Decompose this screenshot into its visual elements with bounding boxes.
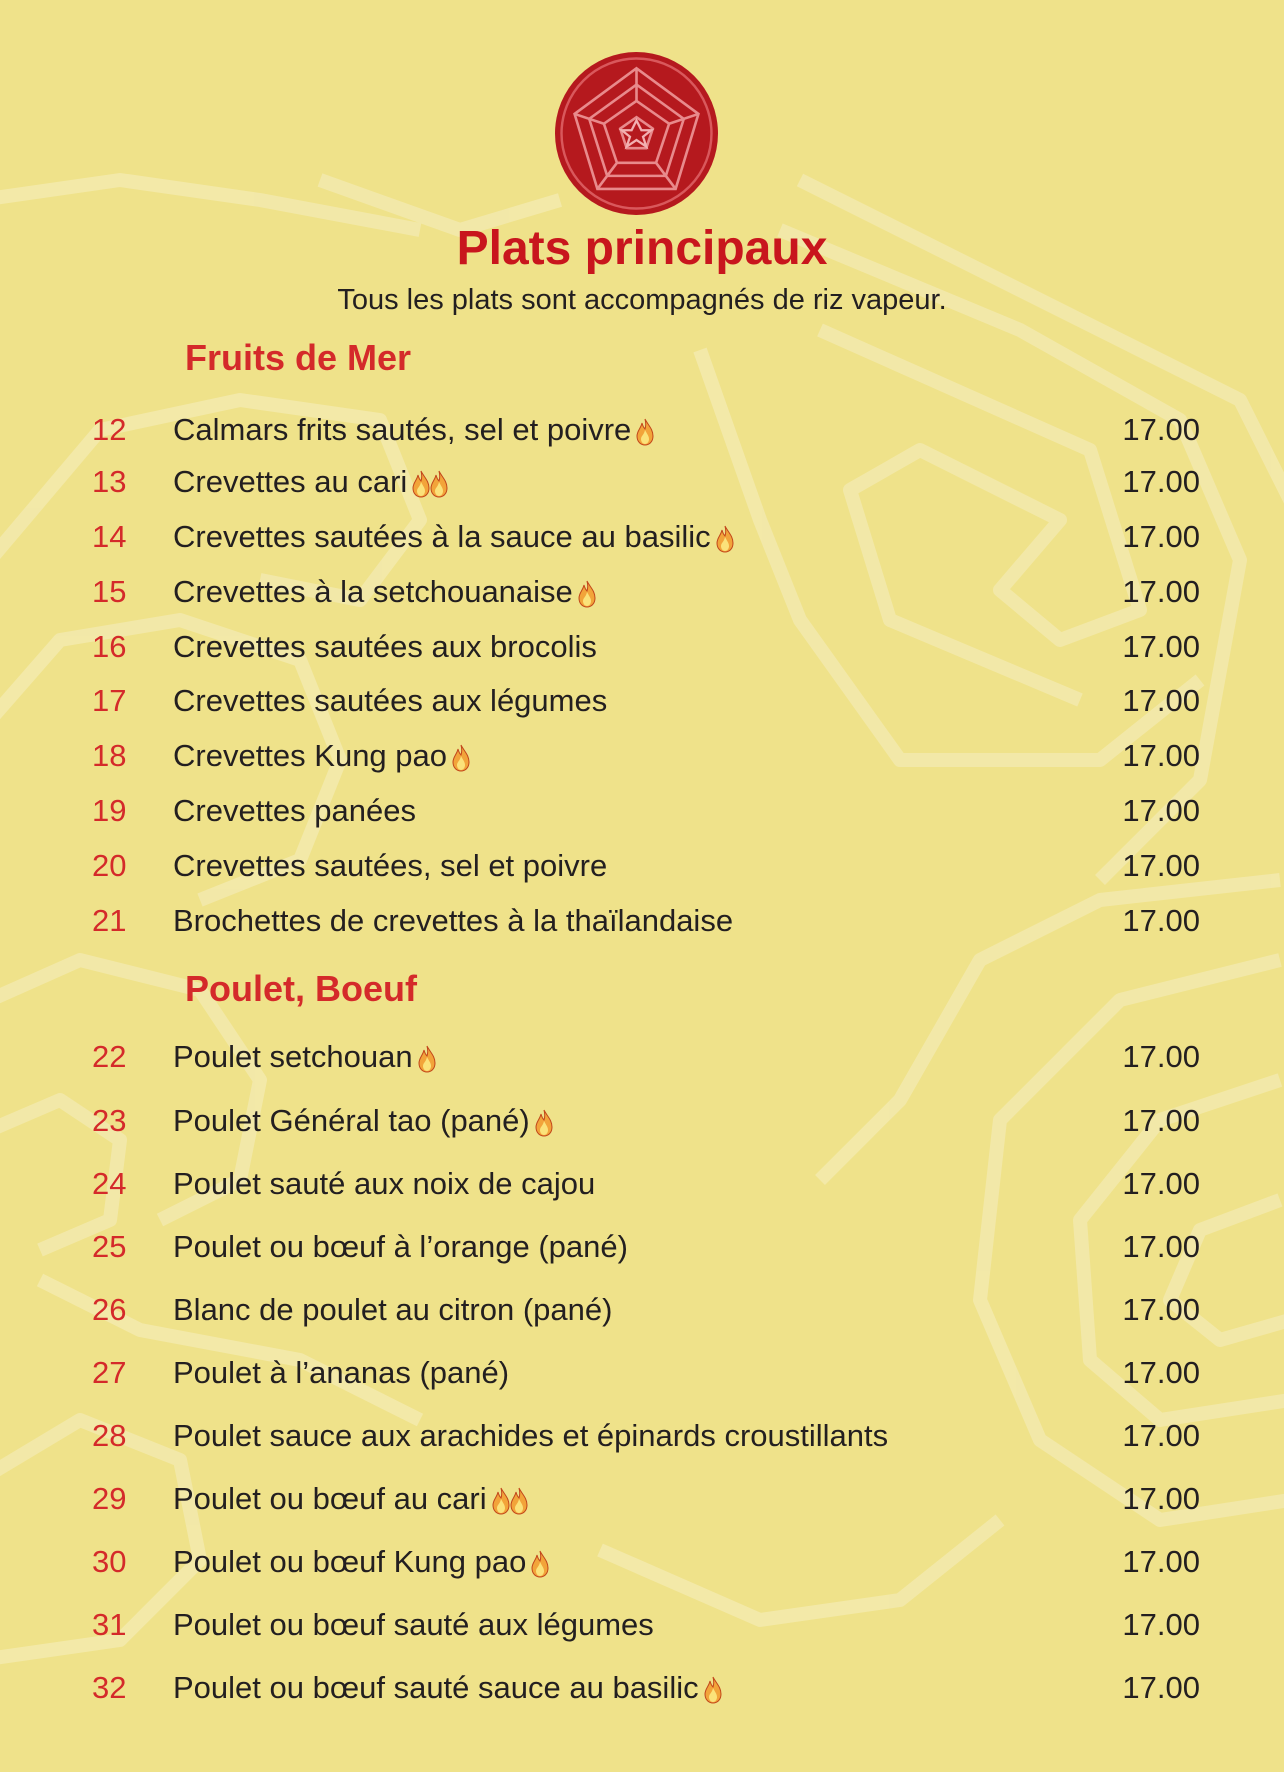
menu-item xyxy=(0,791,1284,831)
menu-item-name: Calmars frits sautés, sel et poivre xyxy=(173,412,632,447)
menu-item-name: Blanc de poulet au citron (pané) xyxy=(173,1292,613,1327)
menu-item-name-wrap xyxy=(173,1037,437,1077)
menu-item-number: 17 xyxy=(92,683,127,718)
menu-item-name: Poulet sauté aux noix de cajou xyxy=(173,1166,596,1201)
menu-item-number: 21 xyxy=(92,903,127,938)
menu-item-name: Crevettes Kung pao xyxy=(173,738,448,773)
menu-item-name: Poulet sauce aux arachides et épinards croustillants xyxy=(173,1418,889,1453)
menu-item xyxy=(0,1416,1284,1456)
menu-item-name-wrap xyxy=(173,1227,628,1267)
flame-icon xyxy=(577,578,597,606)
menu-item xyxy=(0,627,1284,667)
menu-item xyxy=(0,901,1284,941)
menu-item-price: 17.00 xyxy=(1122,848,1200,883)
menu-item-price: 17.00 xyxy=(1122,1103,1200,1138)
menu-item-number: 32 xyxy=(92,1670,127,1705)
page-subtitle: Tous les plats sont accompagnés de riz vapeur. xyxy=(337,284,947,316)
menu-item-number: 27 xyxy=(92,1355,127,1390)
menu-item-price: 17.00 xyxy=(1122,1229,1200,1264)
menu-item xyxy=(0,681,1284,721)
menu-item-price: 17.00 xyxy=(1122,519,1200,554)
menu-item-name: Crevettes au cari xyxy=(173,464,408,499)
menu-item-name: Crevettes sautées à la sauce au basilic xyxy=(173,519,711,554)
menu-item-name-wrap xyxy=(173,1668,723,1708)
menu-item-name: Crevettes sautées aux brocolis xyxy=(173,629,597,664)
menu-item-number: 20 xyxy=(92,848,127,883)
menu-item xyxy=(0,1668,1284,1708)
flame-icon xyxy=(534,1107,554,1135)
menu-item-number: 31 xyxy=(92,1607,127,1642)
menu-item-name: Poulet ou bœuf Kung pao xyxy=(173,1544,527,1579)
menu-item-name-wrap xyxy=(173,462,449,502)
menu-item-name-wrap xyxy=(173,846,607,886)
menu-item-number: 23 xyxy=(92,1103,127,1138)
menu-item xyxy=(0,1227,1284,1267)
menu-item-price: 17.00 xyxy=(1122,1607,1200,1642)
menu-item-name-wrap xyxy=(173,627,597,667)
menu-item-name: Crevettes à la setchouanaise xyxy=(173,574,573,609)
menu-item-price: 17.00 xyxy=(1122,1355,1200,1390)
menu-item-name-wrap xyxy=(173,681,607,721)
menu-item-number: 15 xyxy=(92,574,127,609)
menu-item-number: 29 xyxy=(92,1481,127,1516)
menu-item-name-wrap xyxy=(173,1479,529,1519)
menu-item xyxy=(0,1101,1284,1141)
menu-item-price: 17.00 xyxy=(1122,738,1200,773)
menu-item-name-wrap xyxy=(173,1353,509,1393)
menu-item xyxy=(0,517,1284,557)
menu-item-number: 13 xyxy=(92,464,127,499)
menu-item-name-wrap xyxy=(173,1101,554,1141)
section-title: Fruits de Mer xyxy=(185,337,412,378)
flame-icon xyxy=(715,523,735,551)
flame-icon xyxy=(635,416,655,444)
menu-item-price: 17.00 xyxy=(1122,683,1200,718)
restaurant-logo xyxy=(555,52,718,215)
menu-item-price: 17.00 xyxy=(1122,1292,1200,1327)
flame-icon xyxy=(451,742,471,770)
menu-item-price: 17.00 xyxy=(1122,412,1200,447)
menu-item-name: Poulet ou bœuf sauté sauce au basilic xyxy=(173,1670,699,1705)
menu-item-name: Poulet ou bœuf sauté aux légumes xyxy=(173,1607,654,1642)
menu-item-number: 26 xyxy=(92,1292,127,1327)
flame-icon xyxy=(417,1043,437,1071)
menu-item-price: 17.00 xyxy=(1122,574,1200,609)
flame-icon xyxy=(491,1485,511,1513)
section-title: Poulet, Boeuf xyxy=(185,968,417,1009)
menu-item xyxy=(0,410,1284,450)
menu-item xyxy=(0,1542,1284,1582)
menu-item xyxy=(0,1479,1284,1519)
menu-item-number: 16 xyxy=(92,629,127,664)
menu-item-number: 25 xyxy=(92,1229,127,1264)
menu-item-number: 18 xyxy=(92,738,127,773)
flame-icon xyxy=(411,468,431,496)
menu-item-price: 17.00 xyxy=(1122,903,1200,938)
menu-item-name-wrap xyxy=(173,901,733,941)
menu-item xyxy=(0,846,1284,886)
menu-item-price: 17.00 xyxy=(1122,629,1200,664)
menu-item-name-wrap xyxy=(173,1416,888,1456)
flame-icon xyxy=(509,1485,529,1513)
menu-item xyxy=(0,462,1284,502)
menu-item xyxy=(0,572,1284,612)
menu-item-name: Poulet ou bœuf à l’orange (pané) xyxy=(173,1229,628,1264)
menu-item xyxy=(0,1164,1284,1204)
menu-item-price: 17.00 xyxy=(1122,1166,1200,1201)
menu-item xyxy=(0,1605,1284,1645)
menu-item-price: 17.00 xyxy=(1122,793,1200,828)
menu-item-name-wrap xyxy=(173,410,655,450)
menu-item-price: 17.00 xyxy=(1122,1039,1200,1074)
menu-item-name-wrap xyxy=(173,1542,550,1582)
menu-item xyxy=(0,736,1284,776)
menu-item-name: Crevettes sautées aux légumes xyxy=(173,683,608,718)
menu-item-price: 17.00 xyxy=(1122,1544,1200,1579)
menu-item-name-wrap xyxy=(173,572,597,612)
menu-item-name: Brochettes de crevettes à la thaïlandaise xyxy=(173,903,734,938)
menu-item-price: 17.00 xyxy=(1122,1670,1200,1705)
menu-item-number: 14 xyxy=(92,519,127,554)
menu-item xyxy=(0,1353,1284,1393)
menu-item-number: 24 xyxy=(92,1166,127,1201)
menu-item xyxy=(0,1037,1284,1077)
menu-item-name: Poulet setchouan xyxy=(173,1039,413,1074)
menu-item-price: 17.00 xyxy=(1122,1481,1200,1516)
menu-item-number: 22 xyxy=(92,1039,127,1074)
menu-item-number: 30 xyxy=(92,1544,127,1579)
menu-item-number: 28 xyxy=(92,1418,127,1453)
flame-icon xyxy=(429,468,449,496)
menu-item-name: Poulet Général tao (pané) xyxy=(173,1103,530,1138)
menu-item-name-wrap xyxy=(173,1290,612,1330)
menu-item-name: Crevettes sautées, sel et poivre xyxy=(173,848,608,883)
menu-item-number: 19 xyxy=(92,793,127,828)
menu-item-name-wrap xyxy=(173,736,471,776)
menu-item-price: 17.00 xyxy=(1122,464,1200,499)
menu-item-number: 12 xyxy=(92,412,127,447)
page-title: Plats principaux xyxy=(456,222,828,275)
menu-item-name: Poulet ou bœuf au cari xyxy=(173,1481,487,1516)
menu-item-name-wrap xyxy=(173,1605,654,1645)
menu-item-name: Poulet à l’ananas (pané) xyxy=(173,1355,510,1390)
menu-item-name-wrap xyxy=(173,517,735,557)
menu-item-price: 17.00 xyxy=(1122,1418,1200,1453)
flame-icon xyxy=(530,1548,550,1576)
flame-icon xyxy=(703,1674,723,1702)
menu-item-name-wrap xyxy=(173,1164,595,1204)
menu-item-name: Crevettes panées xyxy=(173,793,416,828)
menu-item xyxy=(0,1290,1284,1330)
menu-item-name-wrap xyxy=(173,791,416,831)
